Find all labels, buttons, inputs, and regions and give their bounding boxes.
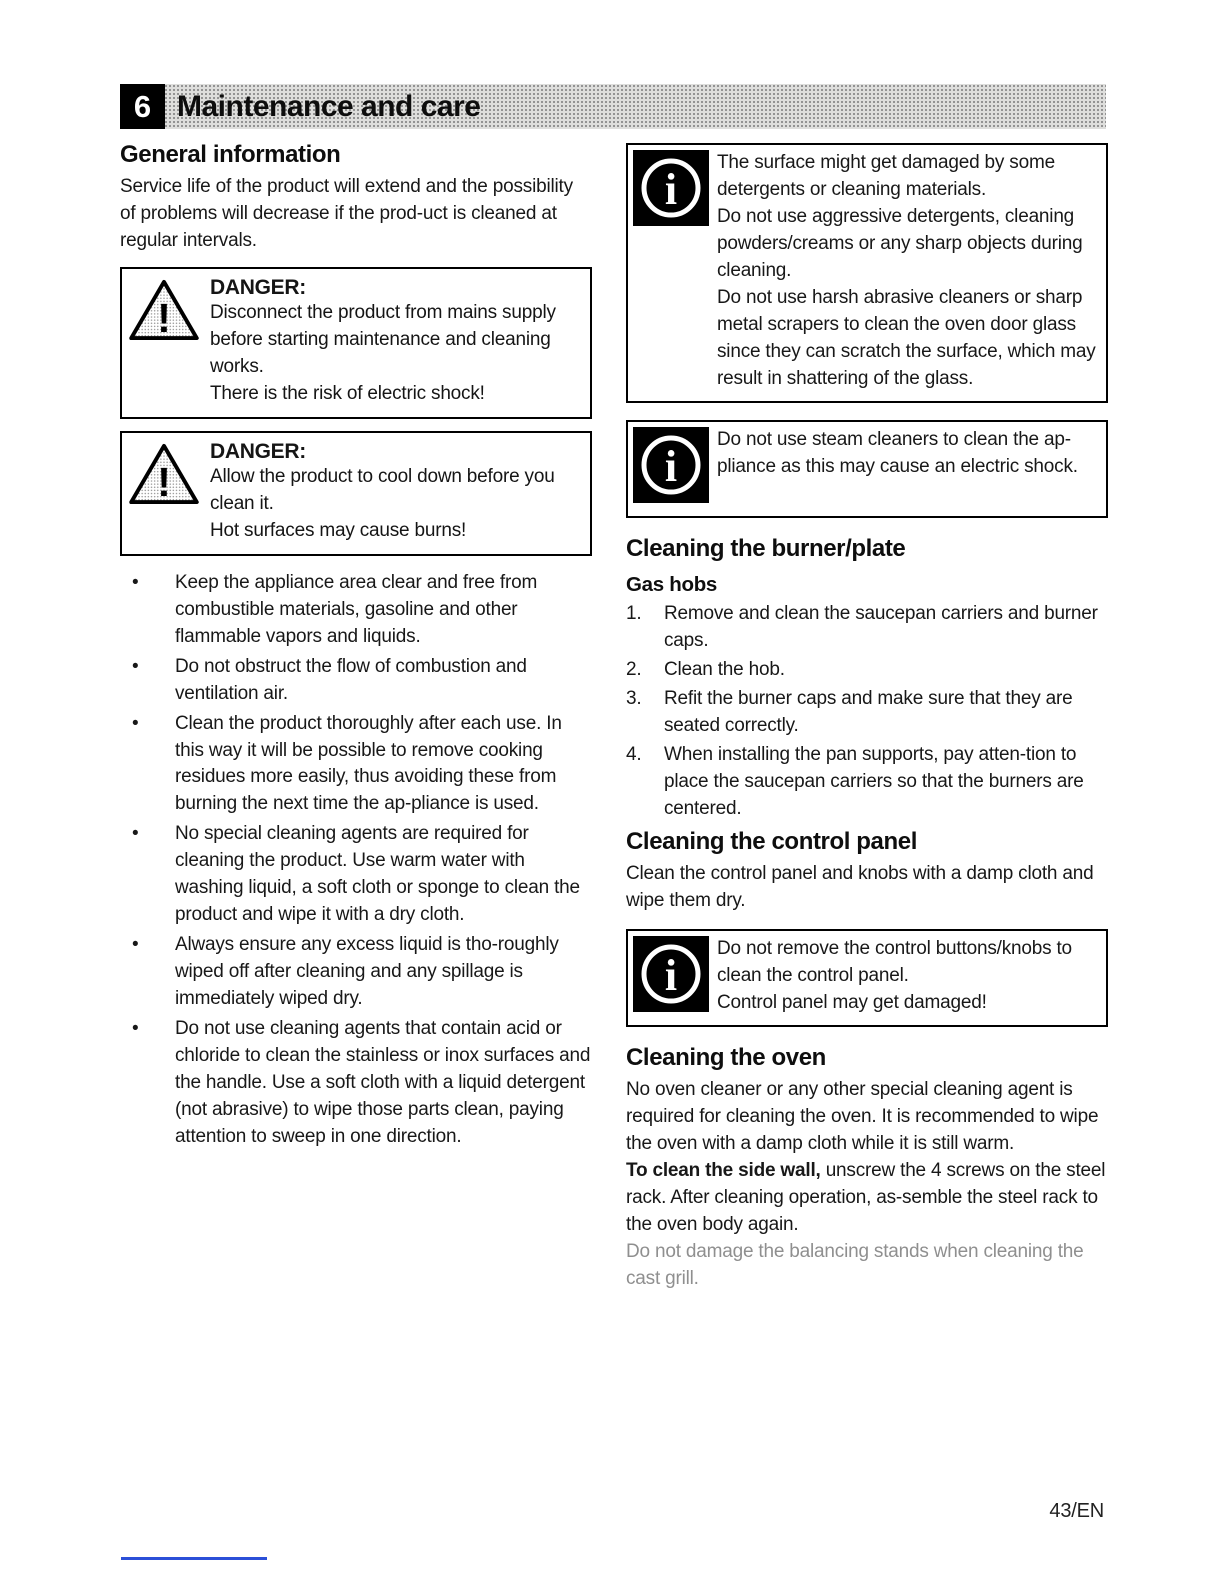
- info-box-steam-cleaners: [626, 420, 1108, 518]
- list-item: • No special cleaning agents are required for cleaning the product. Use warm water with washing liquid, a soft cloth or sponge to clean the product and wipe it with a dry cloth.: [120, 821, 592, 929]
- control-panel-text: Clean the control panel and knobs with a damp cloth and wipe them dry.: [626, 863, 1094, 912]
- info-line: Do not use aggressive detergents, cleaning powders/creams or any sharp objects during cleaning.: [717, 205, 1083, 281]
- general-information-heading: General information: [120, 141, 341, 168]
- step-item: [626, 686, 1108, 740]
- svg-text:i: i: [664, 951, 678, 1001]
- danger-label: DANGER:: [210, 275, 306, 299]
- danger-body: Allow the product to cool down before you clean it.: [210, 465, 555, 514]
- control-panel-heading: Cleaning the control panel: [626, 828, 917, 856]
- info-text-block: [717, 936, 1098, 1017]
- footer-blue-line: [121, 1557, 267, 1560]
- info-line: Do not use steam cleaners to clean the ap-pliance as this may cause an electric shock.: [717, 428, 1078, 477]
- info-line: Do not remove the control buttons/knobs to clean the control panel.: [717, 938, 1072, 987]
- list-item: • Do not use cleaning agents that contain acid or chloride to clean the stainless or inox surfaces and the handle. Use a soft cloth with a liquid detergent (not abrasive) to wipe those parts clean, paying attention to sweep in one direction.: [120, 1016, 592, 1151]
- general-information-intro: Service life of the product will extend and the possibility of problems will decrease if the prod-uct is cleaned at regular intervals.: [120, 176, 573, 251]
- list-item: • Keep the appliance area clear and free from combustible materials, gasoline and other flammable vapors and liquids.: [120, 570, 592, 651]
- svg-text:i: i: [664, 165, 678, 214]
- chapter-title: Maintenance and care: [177, 89, 481, 123]
- step-text: When installing the pan supports, pay atten-tion to place the saucepan carriers so that the burners are centered.: [664, 743, 1084, 819]
- danger-box-hot-surfaces: [120, 431, 592, 556]
- info-line: Do not use harsh abrasive cleaners or sharp metal scrapers to clean the oven door glass since they can scratch the surface, which may result in shattering of the glass.: [717, 286, 1096, 389]
- danger-text-block: [210, 440, 581, 545]
- cleaning-oven-text: No oven cleaner or any other special cleaning agent is required for cleaning the oven. It is recommended to wipe the oven with a damp cloth while it is still warm.: [626, 1079, 1099, 1155]
- svg-text:!: !: [157, 294, 171, 341]
- chapter-number-badge: 6: [120, 84, 165, 129]
- gas-hobs-steps: [626, 601, 1108, 823]
- danger-text-block: [210, 276, 581, 408]
- general-care-bullet-list: [120, 570, 592, 1151]
- danger-note: Hot surfaces may cause burns!: [210, 519, 467, 541]
- step-number: 1.: [626, 602, 642, 624]
- step-number: 3.: [626, 687, 642, 709]
- warning-triangle-icon: [128, 276, 202, 408]
- cleaning-oven-heading: Cleaning the oven: [626, 1044, 826, 1072]
- step-text: Refit the burner caps and make sure that they are seated correctly.: [664, 687, 1073, 736]
- chapter-header: [120, 84, 1106, 129]
- page-number: 43/EN: [1049, 1500, 1104, 1522]
- step-text: Clean the hob.: [664, 658, 785, 680]
- info-box-control-knobs: [626, 929, 1108, 1027]
- info-icon: [633, 427, 709, 508]
- step-item: [626, 657, 1108, 684]
- info-line: The surface might get damaged by some detergents or cleaning materials.: [717, 152, 1055, 200]
- info-icon: [633, 936, 709, 1017]
- side-wall-lead: To clean the side wall,: [626, 1160, 821, 1182]
- burner-plate-heading: Cleaning the burner/plate: [626, 534, 906, 562]
- danger-label: DANGER:: [210, 439, 306, 463]
- svg-text:!: !: [157, 458, 171, 505]
- info-text-block: [717, 150, 1098, 393]
- info-icon: [633, 150, 709, 393]
- warning-triangle-icon: [128, 440, 202, 545]
- gas-hobs-heading: Gas hobs: [626, 572, 718, 596]
- info-box-detergents: [626, 143, 1108, 403]
- step-number: 4.: [626, 743, 642, 765]
- side-wall-rest: unscrew the 4 screws on the steel rack. After cleaning operation, as-semble the steel rack to the oven body again.: [626, 1160, 1106, 1236]
- side-wall-paragraph: [626, 1158, 1108, 1239]
- info-line: Control panel may get damaged!: [717, 992, 987, 1014]
- svg-text:i: i: [664, 441, 678, 491]
- right-column: [626, 141, 1108, 1293]
- balancing-stands-note: Do not damage the balancing stands when cleaning the cast grill.: [626, 1241, 1084, 1290]
- danger-box-electric-shock: [120, 267, 592, 419]
- left-column: [120, 141, 592, 1154]
- list-item: • Clean the product thoroughly after each use. In this way it will be possible to remove cooking residues more easily, thus avoiding these from burning the next time the ap-pliance is used.: [120, 711, 592, 819]
- list-item: • Always ensure any excess liquid is tho-roughly wiped off after cleaning and any spillage is immediately wiped dry.: [120, 932, 592, 1013]
- step-text: Remove and clean the saucepan carriers and burner caps.: [664, 602, 1098, 651]
- danger-body: Disconnect the product from mains supply before starting maintenance and cleaning works.: [210, 301, 556, 377]
- step-item: [626, 601, 1108, 655]
- list-item: • Do not obstruct the flow of combustion and ventilation air.: [120, 654, 592, 708]
- info-text-block: [717, 427, 1098, 508]
- danger-note: There is the risk of electric shock!: [210, 382, 485, 404]
- step-item: [626, 742, 1108, 823]
- step-number: 2.: [626, 658, 642, 680]
